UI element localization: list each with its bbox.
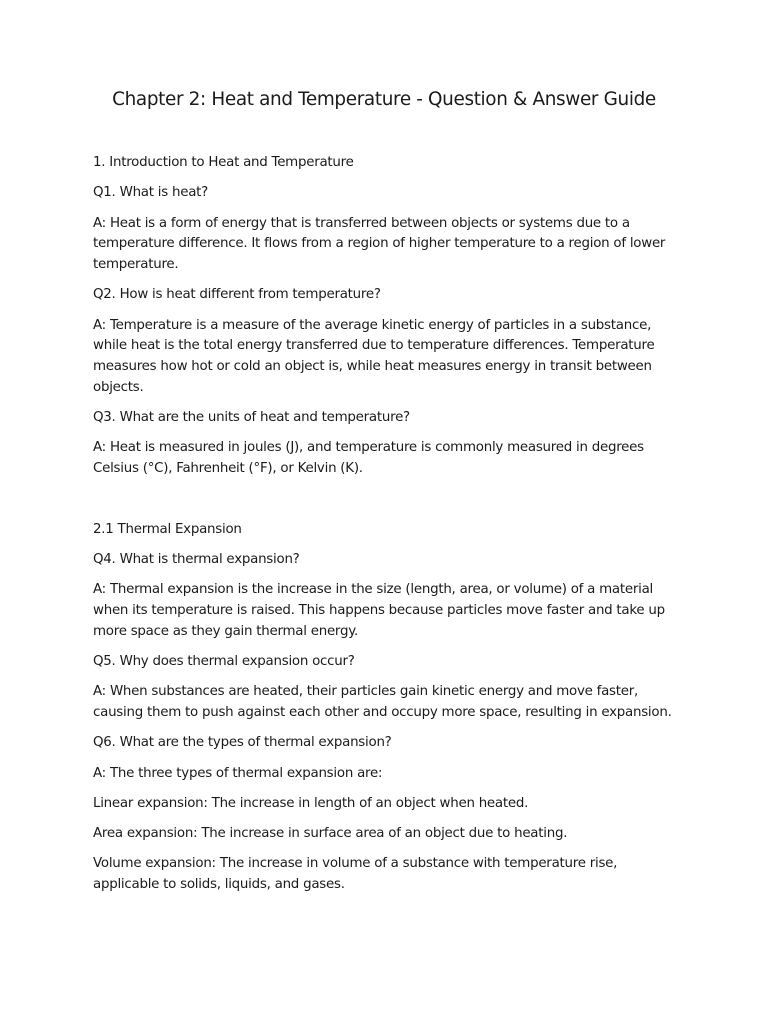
question-q1: Q1. What is heat? [93,185,209,201]
list-item-volume-expansion: Volume expansion: The increase in volume of a substance with temperature rise, applicable to solids, liquids, and gases. [93,856,618,893]
question-q6: Q6. What are the types of thermal expansion? [93,735,392,751]
answer-q5: A: When substances are heated, their particles gain kinetic energy and move faster, causing them to push against each other and occupy more space, resulting in expansion. [93,684,672,720]
document-title: Chapter 2: Heat and Temperature - Question & Answer Guide [112,89,656,110]
answer-q2: A: Temperature is a measure of the average kinetic energy of particles in a substance, while heat is the total energy transferred due to temperature differences. Temperature measures how hot or cold an object is, while heat measures energy in transit between objects. [93,317,655,395]
question-q5: Q5. Why does thermal expansion occur? [93,654,355,669]
document-body [93,153,683,905]
section-heading-thermal-expansion: 2.1 Thermal Expansion [93,521,242,537]
question-q3: Q3. What are the units of heat and temperature? [93,410,410,425]
answer-q1: A: Heat is a form of energy that is transferred between objects or systems due to a temperature difference. It flows from a region of higher temperature to a region of lower temperature. [93,215,666,272]
answer-q6: A: The three types of thermal expansion are: [93,765,383,781]
question-q2: Q2. How is heat different from temperature? [93,287,381,303]
answer-q3: A: Heat is measured in joules (J), and temperature is commonly measured in degrees Celsius (°C), Fahrenheit (°F), or Kelvin (K). [93,440,644,476]
list-item-area-expansion: Area expansion: The increase in surface area of an object due to heating. [93,826,568,842]
answer-q4: A: Thermal expansion is the increase in the size (length, area, or volume) of a material when its temperature is raised. This happens because particles move faster and take up more space as they gain thermal energy. [93,582,665,639]
question-q4: Q4. What is thermal expansion? [93,552,300,567]
section-heading-introduction: 1. Introduction to Heat and Temperature [93,155,354,170]
list-item-linear-expansion: Linear expansion: The increase in length of an object when heated. [93,795,529,811]
